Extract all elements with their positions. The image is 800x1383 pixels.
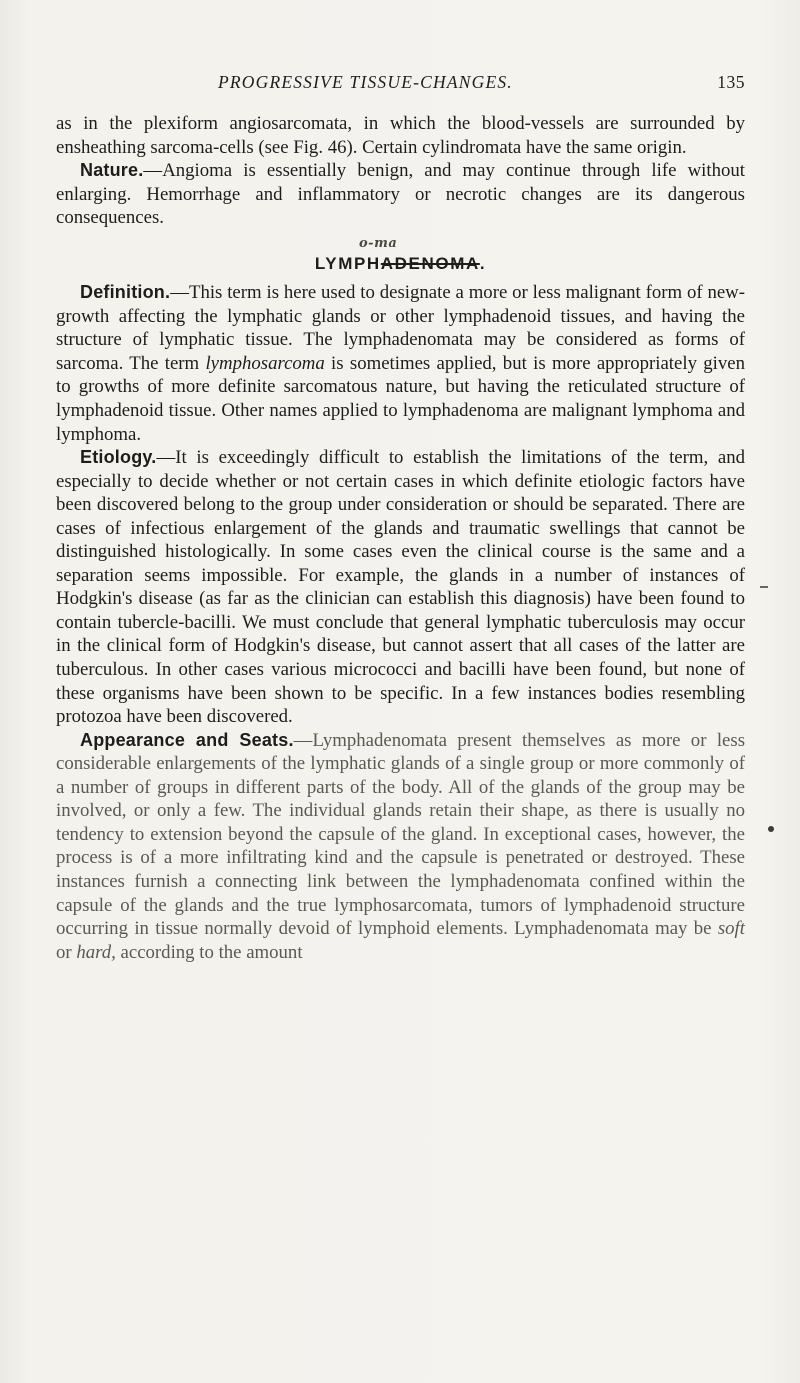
run-in-heading-etiology: Etiology.: [80, 447, 157, 468]
paragraph-text: as in the plexiform angiosarcomata, in which the blood-vessels are surrounded by ensheathing sarcoma-cells (see Fig. 46). Certain cylindromata have the same origin.: [56, 113, 745, 158]
section-title: [56, 235, 745, 276]
margin-dot: [768, 826, 774, 832]
italic-term-soft: soft: [717, 918, 745, 940]
italic-term-hard: hard,: [76, 941, 116, 963]
paragraph-definition: [56, 281, 745, 446]
paragraph-appearance: [56, 729, 745, 964]
paragraph-text: is sometimes applied, but is more appropriately given to growths of more definite sarcomatous nature, but having the reticulated structure of lymphadenoid tissue. Other names applied to lymphadenoma are malignant lymphoma and lymphoma.: [56, 352, 745, 445]
running-head-title: PROGRESSIVE TISSUE-CHANGES.: [218, 72, 513, 92]
page-number: 135: [717, 72, 745, 92]
run-in-heading-nature: Nature.: [80, 160, 144, 181]
paragraph-text: —This term is here used to designate a more or less malignant form of new-growth affecting the lymphatic glands or other lymphadenoid tissues, and having the structure of lymphatic tissue. The lymphadenomata may be considered as forms of sarcoma. The term: [56, 282, 745, 374]
run-in-heading-definition: Definition.: [80, 282, 171, 303]
section-title-struck-part: ADENOMA: [380, 253, 480, 273]
paragraph-text: or: [56, 941, 77, 963]
paragraph-nature: [56, 159, 745, 230]
paragraph-text: —Lymphadenomata present themselves as more or less considerable enlargements of the lymphatic glands of a single group or more commonly of a number of groups in different parts of the body. All of the glands of the group may be involved, or only a few. The individual glands retain their shape, as there is usually no tendency to extension beyond the capsule of the gland. In exceptional cases, however, the process is of a more infiltrating kind and the capsule is penetrated or destroyed. These instances furnish a connecting link between the lymphadenomata confined within the capsule of the glands and the true lymphosarcomata, tumors of lymphadenoid structure occurring in tissue normally devoid of lymphoid elements. Lymphadenomata may be: [56, 729, 746, 940]
italic-term: lymphosarcoma: [205, 352, 325, 374]
paragraph-text: —It is exceedingly difficult to establish the limitations of the term, and especially to decide whether or not certain cases in which definite etiologic factors have been discovered belong to the group under consideration or should be separated. There are cases of infectious enlargement of the glands and traumatic swellings that cannot be distinguished histologically. In some cases even the clinical course is the same and a separation seems impossible. For example, the glands in a number of instances of Hodgkin's disease (as far as the clinician can establish this diagnosis) have been found to contain tubercle-bacilli. We must conclude that general lymphatic tuberculosis may occur in the clinical form of Hodgkin's disease, but cannot assert that all cases of the latter are tuberculous. In other cases various micrococci and bacilli have been found, but none of these organisms have been shown to be specific. In a few instances bodies resembling protozoa have been discovered.: [56, 447, 745, 728]
paragraph-etiology: [56, 446, 745, 729]
handwritten-annotation: o-ma: [359, 235, 398, 251]
section-title-part: LYMPH: [314, 253, 381, 273]
body-text: [56, 112, 745, 964]
paragraph-text: according to the amount: [115, 941, 303, 963]
run-in-heading-appearance: Appearance and Seats.: [80, 729, 294, 750]
margin-mark: [760, 586, 768, 588]
running-head: [218, 72, 745, 98]
paragraph-text: —Angioma is essentially benign, and may continue through life without enlarging. Hemorrhage and inflammatory or necrotic changes are its dangerous consequences.: [56, 160, 745, 229]
paragraph-continuation: [56, 112, 745, 159]
section-title-period: .: [479, 253, 487, 273]
